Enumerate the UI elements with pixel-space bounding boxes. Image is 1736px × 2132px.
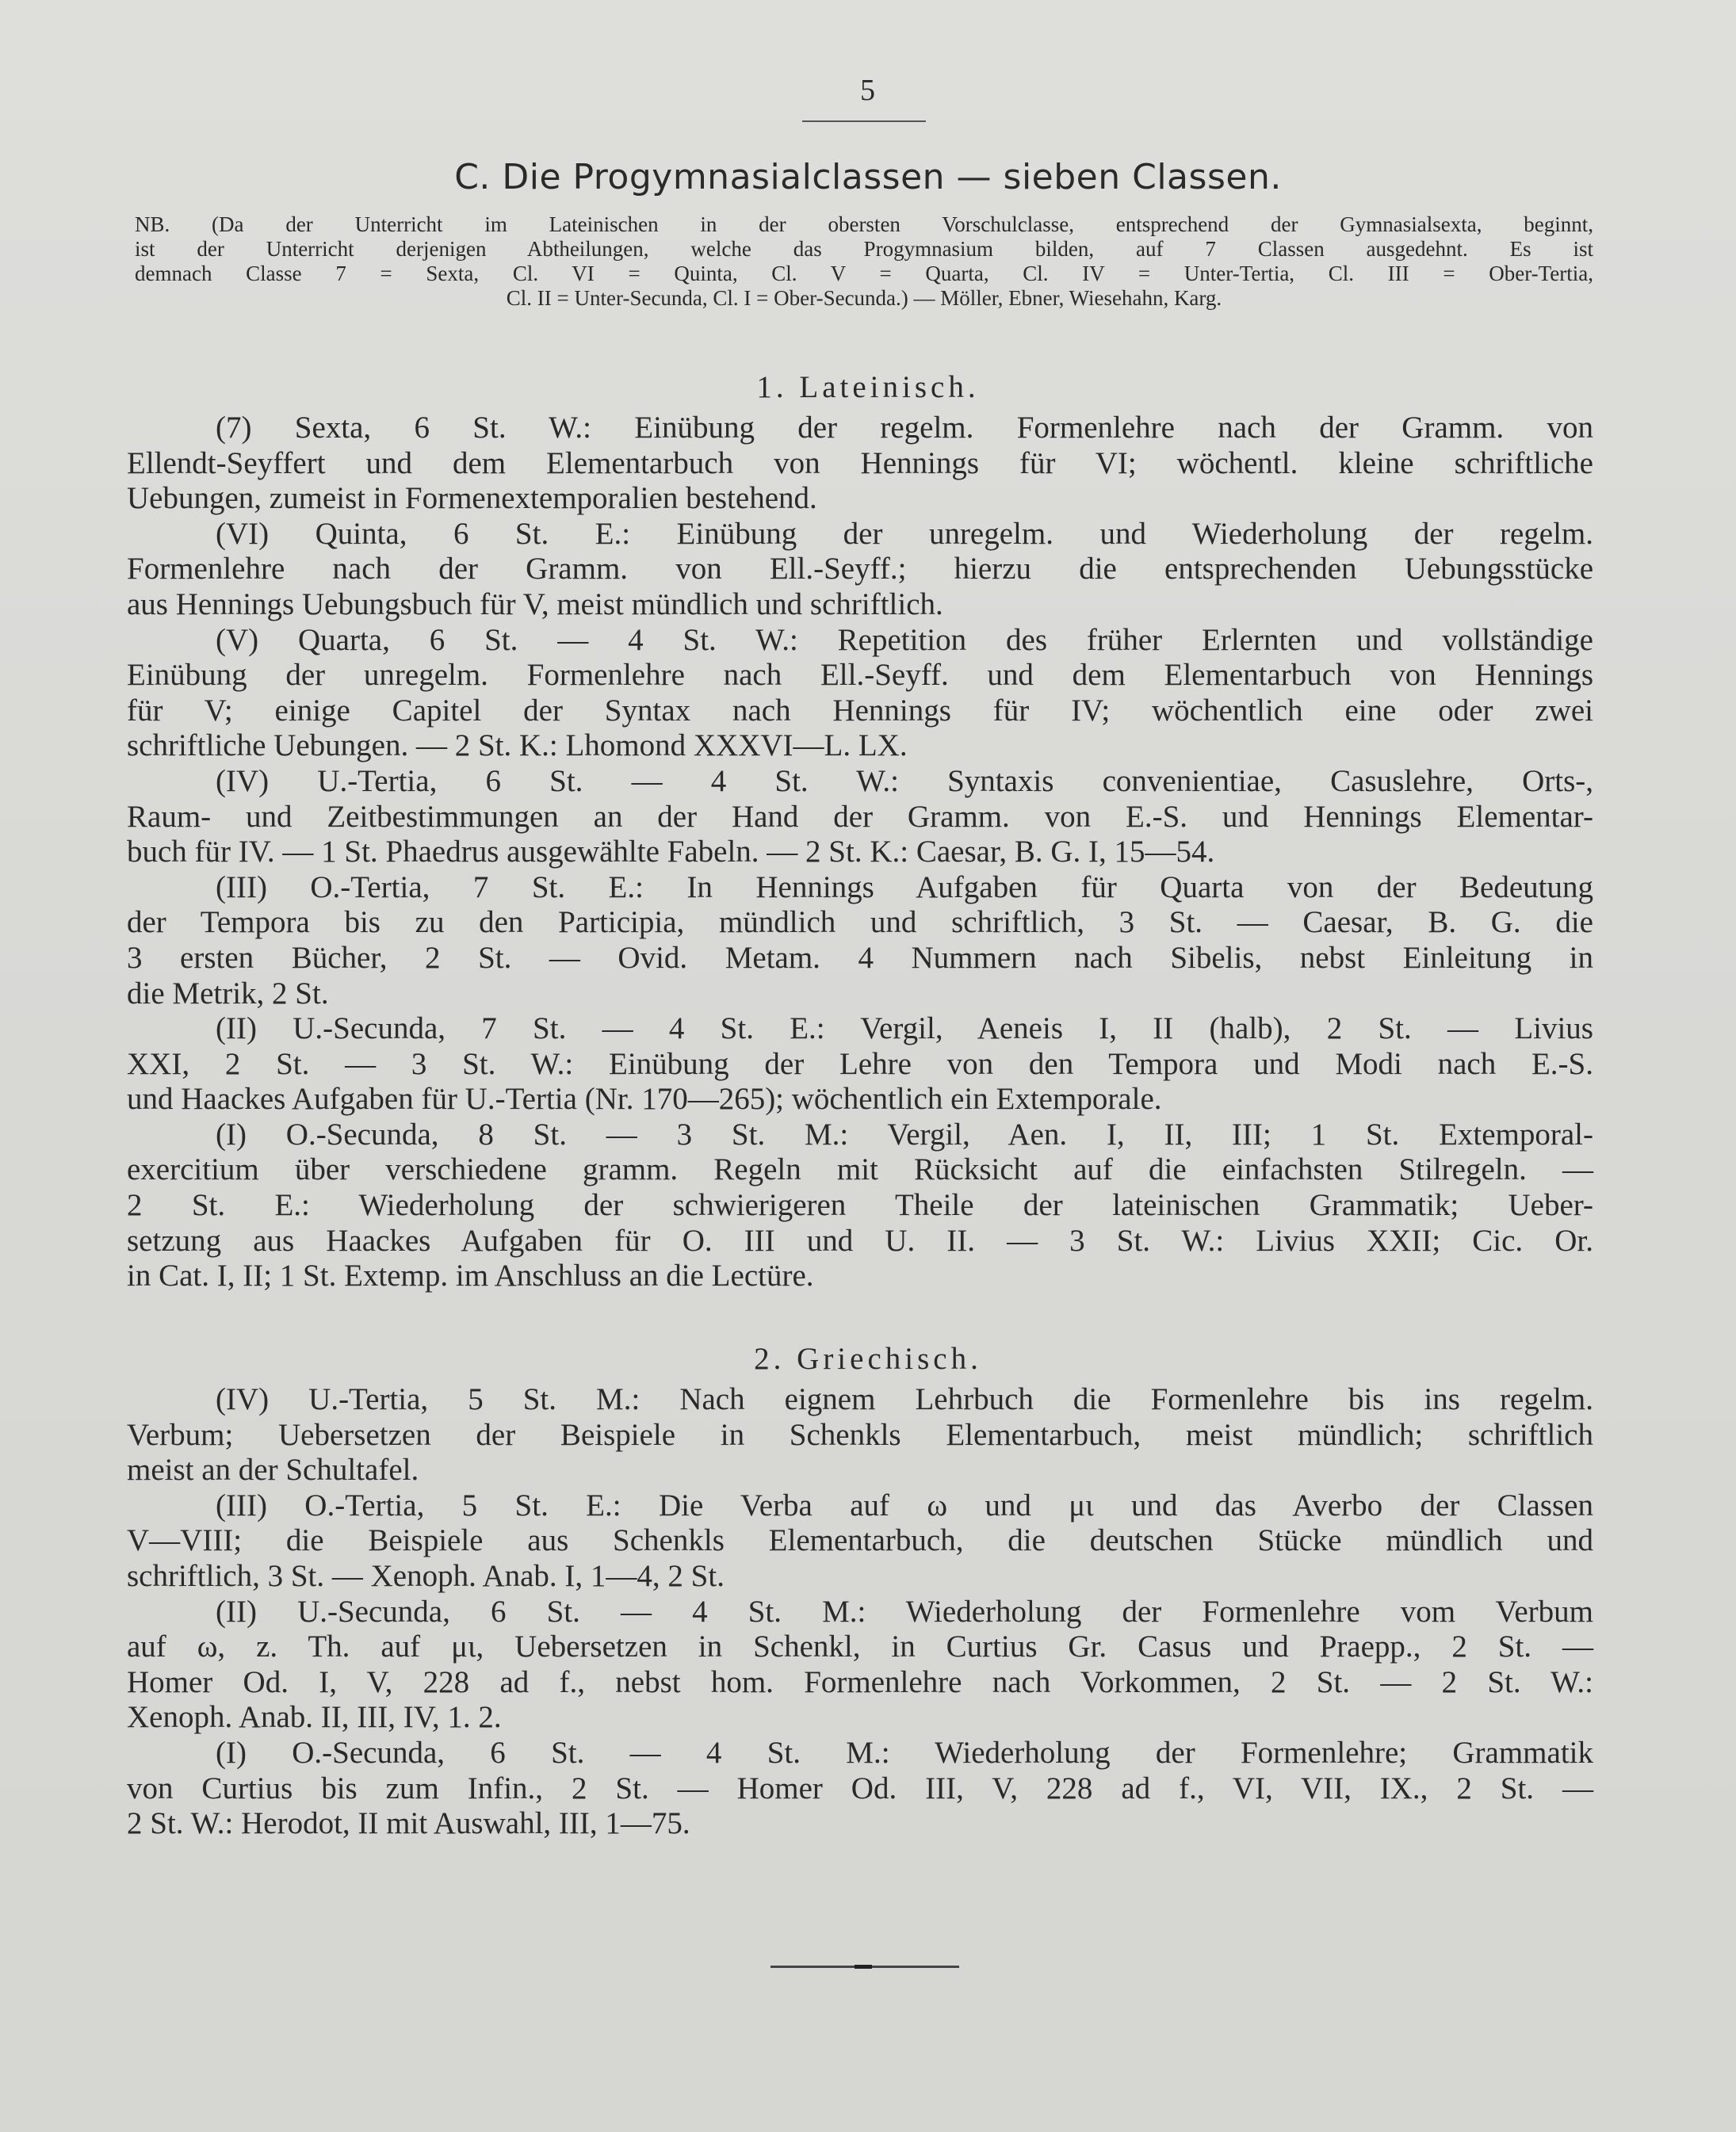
section-greek-body [127, 1382, 1593, 1842]
text-line: V—VIII; die Beispiele aus Schenkls Elementarbuch, die deutschen Stücke mündlich und [127, 1523, 1593, 1558]
text-line: auf ω, z. Th. auf μι, Uebersetzen in Schenkl, in Curtius Gr. Casus und Praepp., 2 St. — [127, 1630, 1593, 1664]
text-line: (II) U.-Secunda, 7 St. — 4 St. E.: Vergil, Aeneis I, II (halb), 2 St. — Livius [216, 1011, 1593, 1046]
text-line: und Haackes Aufgaben für U.-Tertia (Nr. 170—265); wöchentlich ein Extemporale. [127, 1082, 1162, 1117]
text-line: Homer Od. I, V, 228 ad f., nebst hom. Formenlehre nach Vorkommen, 2 St. — 2 St. W.: [127, 1664, 1593, 1699]
footer-rule [770, 1966, 959, 1968]
text-line: (II) U.-Secunda, 6 St. — 4 St. M.: Wiederholung der Formenlehre vom Verbum [216, 1594, 1593, 1629]
text-line: (III) O.-Tertia, 5 St. E.: Die Verba auf ω und μι und das Averbo der Classen [216, 1488, 1593, 1523]
text-line: (VI) Quinta, 6 St. E.: Einübung der unregelm. und Wiederholung der regelm. [216, 516, 1593, 551]
text-line: (I) O.-Secunda, 8 St. — 3 St. M.: Vergil, Aen. I, II, III; 1 St. Extemporal- [216, 1117, 1593, 1152]
text-line: (IV) U.-Tertia, 5 St. M.: Nach eignem Lehrbuch die Formenlehre bis ins regelm. [216, 1382, 1593, 1416]
text-line: setzung aus Haackes Aufgaben für O. III und U. II. — 3 St. W.: Livius XXII; Cic. Or. [127, 1223, 1593, 1258]
text-line: (V) Quarta, 6 St. — 4 St. W.: Repetition des früher Erlernten und vollständige [216, 622, 1593, 657]
text-line: in Cat. I, II; 1 St. Extemp. im Anschluss an die Lectüre. [127, 1259, 814, 1293]
text-line: 3 ersten Bücher, 2 St. — Ovid. Metam. 4 Nummern nach Sibelis, nebst Einleitung in [127, 940, 1593, 975]
page-number-rule [802, 120, 926, 122]
text-line: schriftlich, 3 St. — Xenoph. Anab. I, 1—4, 2 St. [127, 1558, 725, 1593]
section-title-greek: 2. Griechisch. [754, 1342, 982, 1376]
text-line: Xenoph. Anab. II, III, IV, 1. 2. [127, 1700, 502, 1735]
text-line: (III) O.-Tertia, 7 St. E.: In Hennings Aufgaben für Quarta von der Bedeutung [216, 869, 1593, 904]
nb-line: Cl. II = Unter-Secunda, Cl. I = Ober-Secunda.) — Möller, Ebner, Wiesehahn, Karg. [506, 286, 1222, 310]
text-line: die Metrik, 2 St. [127, 976, 329, 1011]
page-number: 5 [860, 74, 876, 107]
text-line: Einübung der unregelm. Formenlehre nach Ell.-Seyff. und dem Elementarbuch von Hennings [127, 658, 1593, 693]
nb-line: demnach Classe 7 = Sexta, Cl. VI = Quinta, Cl. V = Quarta, Cl. IV = Unter-Tertia, Cl. III = Ober-Tertia, [135, 262, 1593, 285]
text-line: Ellendt-Seyffert und dem Elementarbuch von Hennings für VI; wöchentl. kleine schriftliche [127, 445, 1593, 480]
text-line: XXI, 2 St. — 3 St. W.: Einübung der Lehre von den Tempora und Modi nach E.-S. [127, 1046, 1593, 1081]
text-line: Raum- und Zeitbestimmungen an der Hand der Gramm. von E.-S. und Hennings Elementar- [127, 799, 1593, 834]
text-line: meist an der Schultafel. [127, 1453, 419, 1488]
text-line: Uebungen, zumeist in Formenextemporalien bestehend. [127, 481, 817, 516]
section-title-latin: 1. Lateinisch. [756, 370, 980, 404]
text-line: Verbum; Uebersetzen der Beispiele in Schenkls Elementarbuch, meist mündlich; schriftlich [127, 1417, 1593, 1452]
page-heading: C. Die Progymnasialclassen — sieben Classen. [454, 157, 1282, 197]
text-line: (IV) U.-Tertia, 6 St. — 4 St. W.: Syntaxis convenientiae, Casuslehre, Orts-, [216, 763, 1593, 798]
text-line: exercitium über verschiedene gramm. Regeln mit Rücksicht auf die einfachsten Stilregeln. — [127, 1152, 1593, 1187]
section-latin-body [127, 411, 1593, 1294]
nb-line: ist der Unterricht derjenigen Abtheilungen, welche das Progymnasium bilden, auf 7 Classen ausgedehnt. Es ist [135, 237, 1593, 261]
text-line: (I) O.-Secunda, 6 St. — 4 St. M.: Wiederholung der Formenlehre; Grammatik [216, 1735, 1593, 1770]
nb-line: NB. (Da der Unterricht im Lateinischen in der obersten Vorschulclasse, entsprechend der Gymnasialsexta, beginnt, [135, 212, 1593, 236]
text-line: buch für IV. — 1 St. Phaedrus ausgewählte Fabeln. — 2 St. K.: Caesar, B. G. I, 15—54. [127, 835, 1215, 869]
text-line: (7) Sexta, 6 St. W.: Einübung der regelm. Formenlehre nach der Gramm. von [216, 411, 1593, 445]
text-line: 2 St. E.: Wiederholung der schwierigeren Theile der lateinischen Grammatik; Ueber- [127, 1188, 1593, 1223]
text-line: Formenlehre nach der Gramm. von Ell.-Seyff.; hierzu die entsprechenden Uebungsstücke [127, 552, 1593, 586]
nb-note [135, 212, 1593, 311]
text-line: 2 St. W.: Herodot, II mit Auswahl, III, 1—75. [127, 1806, 690, 1841]
text-line: der Tempora bis zu den Participia, mündlich und schriftlich, 3 St. — Caesar, B. G. die [127, 905, 1593, 940]
text-line: für V; einige Capitel der Syntax nach Hennings für IV; wöchentlich eine oder zwei [127, 693, 1593, 728]
text-line: von Curtius bis zum Infin., 2 St. — Homer Od. III, V, 228 ad f., VI, VII, IX., 2 St. — [127, 1771, 1593, 1805]
text-line: aus Hennings Uebungsbuch für V, meist mündlich und schriftlich. [127, 586, 943, 621]
text-line: schriftliche Uebungen. — 2 St. K.: Lhomond XXXVI—L. LX. [127, 728, 908, 763]
